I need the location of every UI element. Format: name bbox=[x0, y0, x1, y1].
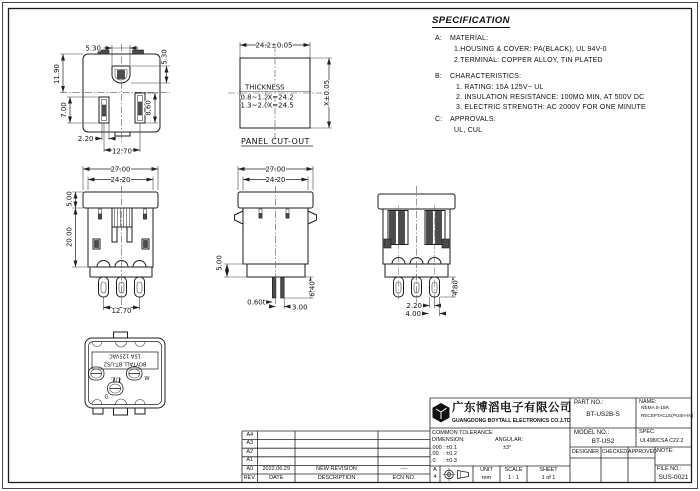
file-no-label: FILE NO.: bbox=[657, 465, 682, 472]
thickness-r1c1: 0.8~1.2 bbox=[240, 93, 269, 102]
marking-text bbox=[104, 352, 147, 366]
revision-header-date: DATE bbox=[269, 474, 284, 481]
model-no-label: MODEL NO.: bbox=[574, 430, 610, 436]
dim-back-220: 2.20 bbox=[406, 302, 422, 310]
dim-2-20: 2.20 bbox=[77, 135, 94, 143]
panel-cutout-view bbox=[228, 42, 332, 147]
panel-cutout-caption: PANEL CUT-OUT bbox=[241, 137, 310, 146]
revision-row-rev: A2 bbox=[246, 448, 254, 455]
svg-text:UL: UL bbox=[110, 375, 122, 384]
model-no-value: BT-US2 bbox=[591, 437, 615, 445]
revision-header-ecn: ECN NO. bbox=[392, 474, 416, 481]
name-label: NAME: bbox=[639, 398, 657, 405]
note-label: NOTE: bbox=[657, 448, 674, 454]
spec-value: UL498/CSA C22.2 bbox=[640, 437, 684, 444]
latch-wing bbox=[235, 211, 244, 224]
projection-symbol-icon bbox=[443, 468, 469, 481]
spec-a-line1: 1.HOUSING & COVER: PA(BLACK), UL 94V-0 bbox=[454, 46, 607, 53]
spec-section-a-label: A: bbox=[435, 35, 443, 42]
spec-b-line1: 1. RATING: 15A 125V~ UL bbox=[456, 83, 544, 91]
approved-label: APPROVED bbox=[628, 449, 657, 455]
revision-row-date: 2022.06.29 bbox=[262, 466, 291, 472]
spec-section-a-heading: MATERIAL: bbox=[450, 35, 489, 42]
dim-front-2420: 24.20 bbox=[110, 176, 131, 184]
marking-line2: 15A 125VAC bbox=[109, 352, 141, 359]
dim-8-60: 8.60 bbox=[144, 100, 153, 116]
angular-label: ANGULAR: bbox=[495, 437, 524, 443]
w-terminal-label: W bbox=[144, 376, 150, 382]
unit-label: UNIT bbox=[480, 467, 493, 473]
dim-side-300: 3.00 bbox=[292, 303, 308, 312]
designer-label: DESIGNER bbox=[571, 449, 600, 455]
revision-row-rev: A3 bbox=[246, 440, 254, 447]
scale-label: SCALE bbox=[504, 467, 523, 473]
revision-row-description: NEW REVISION bbox=[316, 466, 357, 472]
spec-b-line2: 2. INSULATION RESISTANCE: 100MΩ MIN, AT 500V DC bbox=[456, 93, 645, 101]
dim-back-480: 4.80 bbox=[451, 280, 460, 296]
scale-value: 1 : 1 bbox=[508, 474, 519, 481]
tolerance-title: COMMON TOLERANCE bbox=[432, 429, 493, 436]
sheet-value: 1 of 1 bbox=[541, 474, 556, 481]
company-logo-icon bbox=[433, 403, 450, 422]
back-view bbox=[378, 186, 460, 318]
solder-pin bbox=[281, 277, 285, 298]
mount-tab bbox=[115, 132, 130, 136]
dimension-label: DIMENSION: bbox=[432, 437, 465, 443]
marking-line1: BOYTALL BT-US2 bbox=[103, 360, 147, 367]
paper-size-a: A bbox=[433, 467, 437, 473]
dim-side-27: 27.00 bbox=[265, 165, 286, 174]
thickness-title: THICKNESS bbox=[245, 83, 285, 92]
tolerance-row-3: .0 : ±0.3 bbox=[431, 457, 457, 464]
name-value-line2: RECEPTACLE(PUSH-IN) bbox=[641, 412, 694, 418]
company-name-cn: 广东博滔电子有限公司 bbox=[452, 402, 572, 414]
revision-header-rev: REV. bbox=[243, 474, 256, 481]
unit-value: mm bbox=[481, 474, 492, 481]
dim-11-90: 11.90 bbox=[53, 63, 61, 85]
dim-front-20: 20.00 bbox=[65, 226, 74, 248]
ground-contact bbox=[112, 208, 132, 227]
specification-block bbox=[425, 12, 695, 137]
thickness-r2c2: X=24.5 bbox=[267, 101, 294, 110]
spec-section-b-heading: CHARACTERISTICS: bbox=[450, 73, 522, 80]
spec-label: SPEC: bbox=[639, 428, 656, 435]
dim-cutout-height: X±0.05 bbox=[323, 79, 331, 107]
dim-side-640: 6.40 bbox=[308, 281, 317, 297]
thickness-r1c2: X=24.2 bbox=[267, 93, 294, 102]
side-view bbox=[216, 166, 317, 312]
terminal-pin bbox=[135, 277, 145, 297]
dim-front-27: 27.00 bbox=[110, 165, 131, 174]
checked-label: CHECKED bbox=[601, 449, 628, 455]
paper-size-4: 4 bbox=[433, 474, 437, 480]
file-no-value: SUS-0021 bbox=[658, 473, 689, 481]
dim-back-400: 4.00 bbox=[405, 310, 421, 318]
revision-row-rev: A1 bbox=[246, 457, 254, 464]
spec-section-c-label: C: bbox=[435, 116, 443, 123]
revision-row-rev: A0 bbox=[246, 466, 254, 472]
terminal-pin bbox=[99, 277, 109, 297]
specification-title: SPECIFICATION bbox=[432, 15, 510, 26]
part-no-value: BT-US2B-S bbox=[586, 410, 620, 418]
thickness-r2c1: 1.3~2.0 bbox=[240, 101, 269, 110]
spec-a-line2: 2.TERMINAL: COPPER ALLOY, TIN PLATED bbox=[454, 56, 603, 64]
dim-side-2420: 24.20 bbox=[265, 176, 286, 184]
dim-ground-height: 5.30 bbox=[160, 49, 169, 65]
dim-cutout-width: 24.2±0.05 bbox=[255, 41, 293, 50]
revision-header-description: DESCRIPTION bbox=[317, 474, 356, 481]
spec-section-c-heading: APPROVALS: bbox=[450, 116, 496, 123]
mount-tab bbox=[133, 50, 144, 54]
spec-section-b-label: B: bbox=[435, 73, 443, 80]
spec-c-line1: UL, CUL bbox=[454, 126, 483, 134]
angular-value: ±3° bbox=[503, 444, 512, 451]
dim-front-1270: 12.70 bbox=[111, 307, 132, 315]
name-value-line1: NEMA 5-15R bbox=[641, 406, 669, 411]
tolerance-row-2: .00 : ±0.2 bbox=[431, 451, 457, 457]
sheet-label: SHEET bbox=[539, 467, 558, 473]
dim-front-5: 5.00 bbox=[65, 191, 74, 207]
face-view bbox=[53, 44, 170, 156]
latch-wing bbox=[308, 211, 317, 224]
spec-b-line3: 3. ELECTRIC STRENGTH: AC 2000V FOR ONE MINUTE bbox=[456, 103, 646, 111]
dim-7-00: 7.00 bbox=[60, 102, 68, 118]
revision-row-rev: A4 bbox=[246, 431, 254, 438]
dim-12-70: 12.70 bbox=[111, 147, 133, 156]
g-terminal-label: G bbox=[104, 394, 109, 401]
revision-row-ecn: ---- bbox=[400, 466, 408, 472]
dim-side-060t: 0.60t bbox=[247, 298, 266, 307]
front-view bbox=[66, 166, 159, 316]
tolerance-row-1: .000 : ±0.1 bbox=[431, 444, 457, 451]
company-name-en: GUANGDONG BOYTALL ELECTRONICS CO.,LTD bbox=[452, 417, 571, 424]
dim-side-5: 5.00 bbox=[215, 255, 224, 271]
dim-ground-width: 5.30 bbox=[85, 44, 101, 53]
part-no-label: PART NO.: bbox=[574, 400, 604, 406]
bottom-view bbox=[85, 332, 165, 415]
